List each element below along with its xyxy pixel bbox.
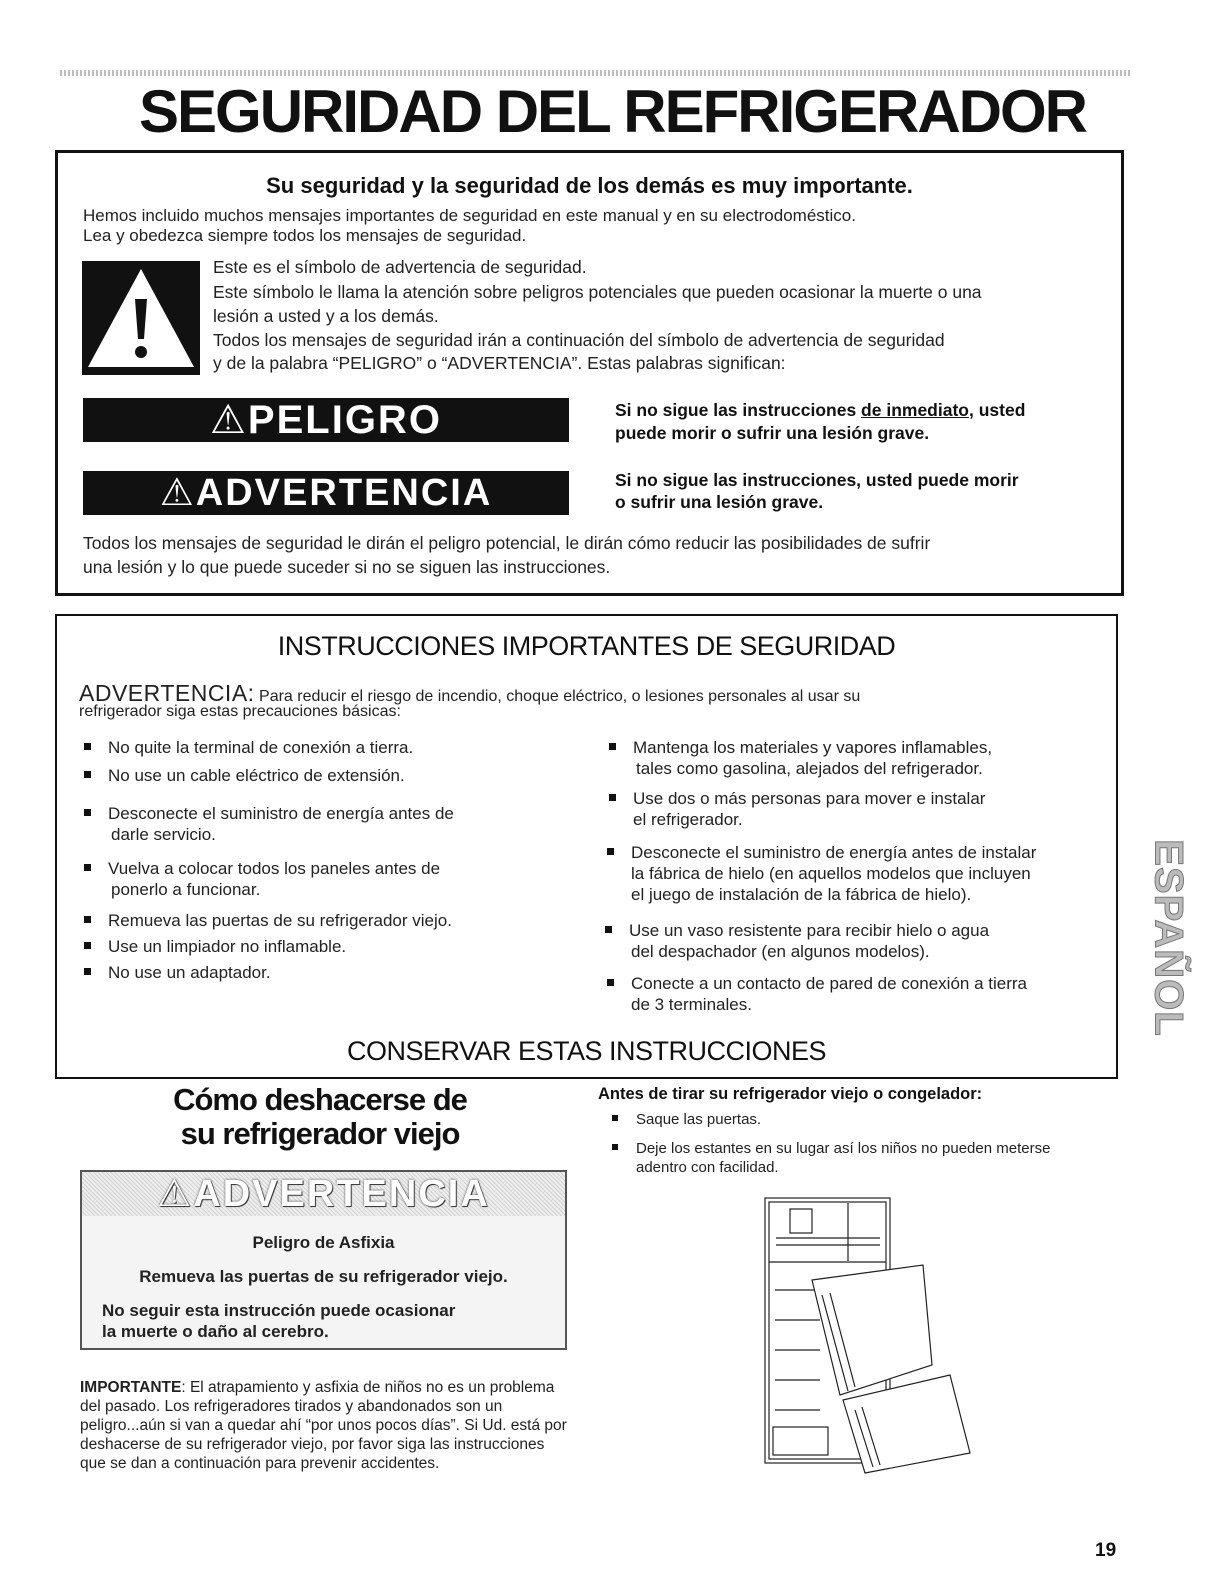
- list-item: Desconecte el suministro de energía antes de instalar la fábrica de hielo (en aquellos modelos que incluyen el juego de instalación de la fábrica de hielo).: [631, 843, 1037, 904]
- list-item: Use un vaso resistente para recibir hielo o agua del despachador (en algunos modelos).: [629, 921, 990, 961]
- language-side-tab: ESPAÑOL: [1146, 838, 1191, 1037]
- symbol-text: Este símbolo le llama la atención sobre peligros potenciales que pueden ocasionar la muerte o una: [213, 282, 982, 302]
- symbol-text: y de la palabra “PELIGRO” o “ADVERTENCIA”. Estas palabras significan:: [213, 353, 786, 373]
- before-disposal-heading: Antes de tirar su refrigerador viejo o congelador:: [598, 1085, 983, 1103]
- symbol-text: Este es el símbolo de advertencia de seguridad.: [213, 257, 587, 277]
- warning-triangle-icon: ⚠: [159, 472, 196, 514]
- closing-text: Todos los mensajes de seguridad le dirán el peligro potencial, le dirán cómo reducir las posibilidades de sufrir: [83, 533, 931, 553]
- warning-triangle-icon: ⚠: [210, 398, 248, 442]
- list-item: Conecte a un contacto de pared de conexión a tierra de 3 terminales.: [631, 974, 1027, 1014]
- warning-triangle-icon: ⚠: [157, 1173, 194, 1215]
- warning-box-body: [82, 1216, 565, 1348]
- hazard-action: Remueva las puertas de su refrigerador viejo.: [139, 1267, 508, 1286]
- list-item: Saque las puertas.: [636, 1111, 762, 1128]
- peligro-meaning: Si no sigue las instrucciones de inmediato, usted: [615, 400, 1026, 420]
- list-item: Use un limpiador no inflamable.: [108, 937, 347, 956]
- list-item: Vuelva a colocar todos los paneles antes de ponerlo a funcionar.: [108, 859, 441, 899]
- instructions-warning-line2: refrigerador siga estas precauciones básicas:: [79, 703, 401, 720]
- closing-text: una lesión y lo que puede suceder si no se siguen las instrucciones.: [83, 557, 611, 577]
- instructions-footer: CONSERVAR ESTAS INSTRUCCIONES: [346, 1036, 827, 1066]
- symbol-text: lesión a usted y a los demás.: [213, 306, 439, 326]
- page-title: SEGURIDAD DEL REFRIGERADOR: [139, 78, 1086, 145]
- peligro-meaning: puede morir o sufrir una lesión grave.: [615, 423, 930, 443]
- safety-instructions-box: [55, 614, 1118, 1079]
- advertencia-meaning: o sufrir una lesión grave.: [615, 492, 824, 512]
- safety-heading: Su seguridad y la seguridad de los demás es muy importante.: [266, 173, 913, 198]
- warning-triangle-icon: [82, 261, 200, 375]
- top-rule: [60, 70, 1130, 76]
- list-item: No use un adaptador.: [108, 963, 271, 982]
- list-item: Deje los estantes en su lugar así los niños no pueden meterse adentro con facilidad.: [636, 1140, 1051, 1176]
- intro-line: Hemos incluido muchos mensajes importantes de seguridad en este manual y en su electrodoméstico.: [83, 206, 856, 225]
- peligro-signal-word: ⚠PELIGRO: [83, 398, 569, 442]
- hazard-label: Peligro de Asfixia: [252, 1233, 395, 1252]
- refrigerator-doors-removed-illustration: [760, 1195, 980, 1475]
- list-item: No use un cable eléctrico de extensión.: [108, 766, 405, 785]
- symbol-text: Todos los mensajes de seguridad irán a continuación del símbolo de advertencia de seguridad: [213, 330, 945, 350]
- disposal-title: Cómo deshacerse de su refrigerador viejo: [173, 1082, 467, 1151]
- list-item: Desconecte el suministro de energía antes de darle servicio.: [108, 804, 454, 844]
- hazard-consequence: la muerte o daño al cerebro.: [102, 1322, 329, 1341]
- safety-alert-symbol: [82, 261, 200, 375]
- instructions-warning: ADVERTENCIA: Para reducir el riesgo de incendio, choque eléctrico, o lesiones personales al usar su: [79, 680, 861, 706]
- page-number: 19: [1095, 1540, 1117, 1561]
- suffocation-warning-box: [80, 1170, 567, 1350]
- advertencia-meaning: Si no sigue las instrucciones, usted puede morir: [615, 470, 1019, 490]
- advertencia-signal-word: ⚠ADVERTENCIA: [157, 1173, 490, 1215]
- hazard-consequence: No seguir esta instrucción puede ocasionar: [102, 1301, 456, 1320]
- list-item: Remueva las puertas de su refrigerador viejo.: [108, 911, 452, 930]
- instructions-heading: INSTRUCCIONES IMPORTANTES DE SEGURIDAD: [277, 631, 896, 661]
- list-item: Use dos o más personas para mover e instalar el refrigerador.: [633, 789, 986, 829]
- intro-line: Lea y obedezca siempre todos los mensajes de seguridad.: [83, 226, 527, 245]
- advertencia-signal-word: ⚠ADVERTENCIA: [83, 471, 569, 515]
- safety-importance-box: [55, 150, 1124, 596]
- list-item: No quite la terminal de conexión a tierra.: [108, 738, 414, 757]
- list-item: Mantenga los materiales y vapores inflamables, tales como gasolina, alejados del refrigerador.: [633, 738, 993, 778]
- important-note: IMPORTANTE: El atrapamiento y asfixia de niños no es un problema del pasado. Los refrigeradores tirados y abandonados son un peligro...aún si van a quedar ahí “por unos pocos días”. Si Ud. está por deshacerse de su refrigerador viejo, por favor siga las instrucciones que se dan a continuación para prevenir accidentes.: [80, 1378, 567, 1472]
